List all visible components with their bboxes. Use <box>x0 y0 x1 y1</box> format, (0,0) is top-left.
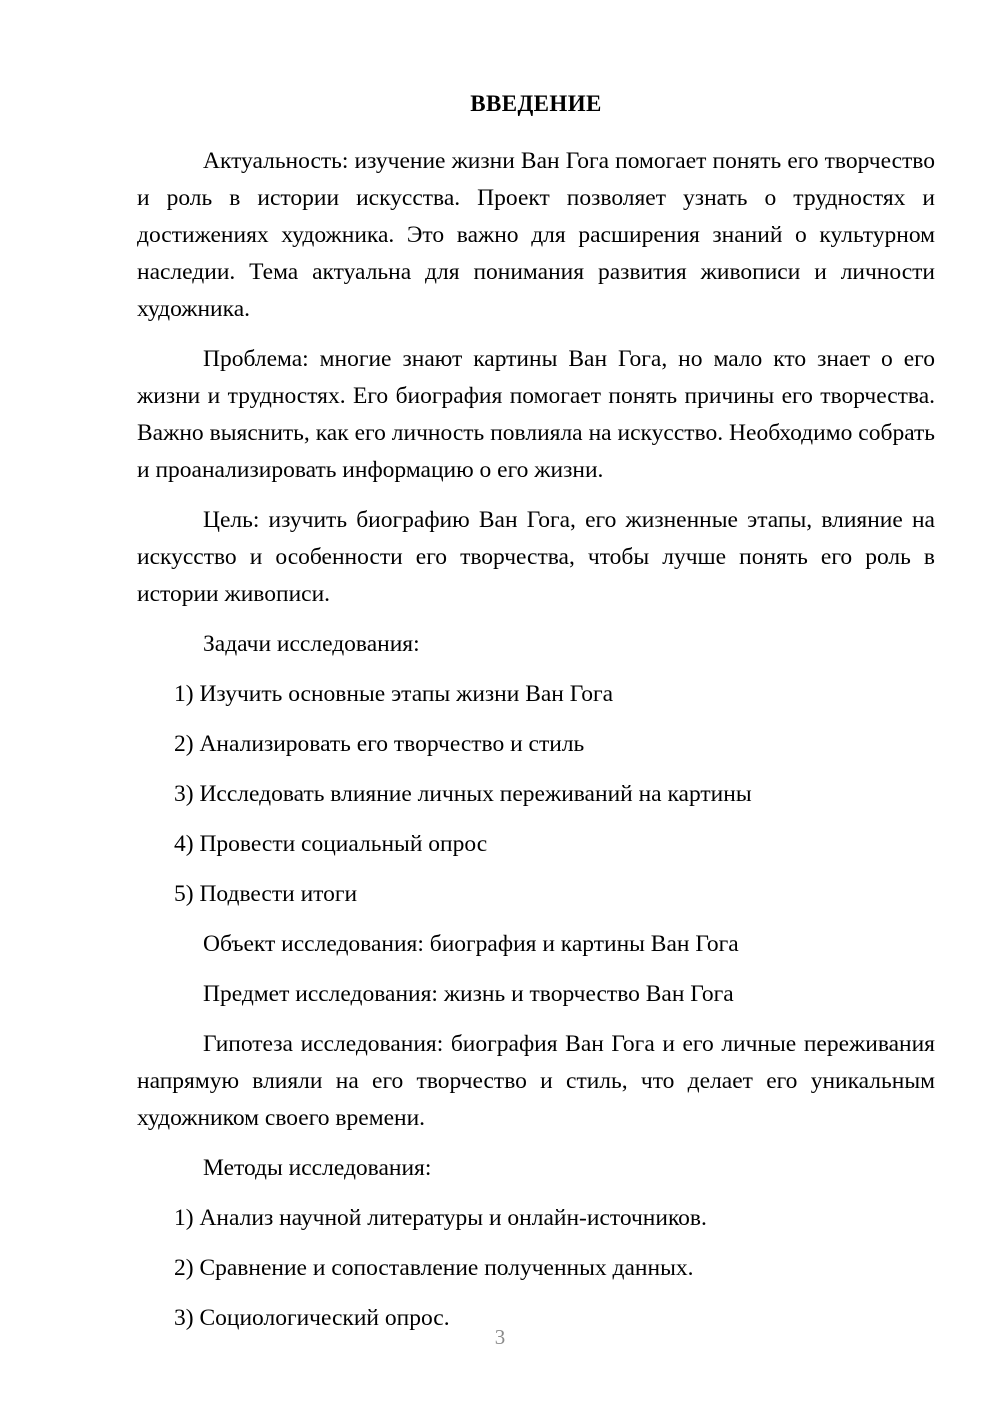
list-item: 2) Анализировать его творчество и стиль <box>174 730 585 757</box>
paragraph-object: Объект исследования: биография и картины Ван Гога <box>203 930 739 957</box>
paragraph-problem: Проблема: многие знают картины Ван Гога, но мало кто знает о его жизни и трудностях. Его биография помогает понять причины его творчества. Важно выяснить, как его личность повлияла на искусство. Необходимо собрать и проанализировать информацию о его жизни. <box>137 345 935 483</box>
page-title: ВВЕДЕНИЕ <box>470 91 602 116</box>
heading-methods: Методы исследования: <box>203 1154 432 1181</box>
list-item: 3) Социологический опрос. <box>174 1304 450 1331</box>
page-number: 3 <box>494 1325 506 1349</box>
page-content <box>137 90 935 1350</box>
heading-tasks: Задачи исследования: <box>203 630 420 657</box>
paragraph-goal: Цель: изучить биографию Ван Гога, его жизненные этапы, влияние на искусство и особенности его творчества, чтобы лучше понять его роль в истории живописи. <box>137 506 935 607</box>
list-item: 5) Подвести итоги <box>174 880 358 907</box>
list-item: 3) Исследовать влияние личных переживаний на картины <box>174 780 752 807</box>
paragraph-subject: Предмет исследования: жизнь и творчество Ван Гога <box>203 980 734 1007</box>
list-item: 1) Анализ научной литературы и онлайн-источников. <box>174 1204 707 1231</box>
paragraph-relevance: Актуальность: изучение жизни Ван Гога помогает понять его творчество и роль в истории искусства. Проект позволяет узнать о трудностях и достижениях художника. Это важно для расширения знаний о культурном наследии. Тема актуальна для понимания развития живописи и личности художника. <box>137 147 935 322</box>
list-item: 1) Изучить основные этапы жизни Ван Гога <box>174 680 614 707</box>
paragraph-hypothesis: Гипотеза исследования: биография Ван Гога и его личные переживания напрямую влияли на его творчество и стиль, что делает его уникальным художником своего времени. <box>137 1030 935 1131</box>
list-item: 4) Провести социальный опрос <box>174 830 488 857</box>
list-item: 2) Сравнение и сопоставление полученных данных. <box>174 1254 694 1281</box>
